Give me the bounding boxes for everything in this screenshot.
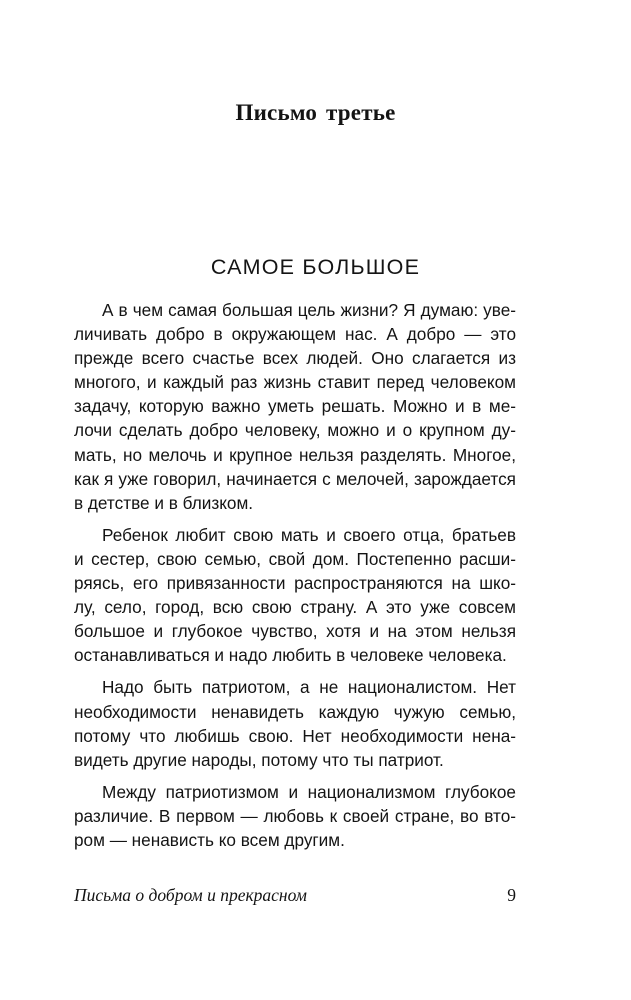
text-line: различие. В первом — любовь к своей стране, во вто- xyxy=(74,805,516,826)
text-line: ряясь, его привязанности распространяются на шко- xyxy=(74,573,516,594)
text-line: А в чем самая большая цель жизни? Я думаю: уве- xyxy=(102,300,516,320)
section-heading: САМОЕ БОЛЬШОЕ xyxy=(210,255,421,279)
text-line: потому что любишь свою. Нет необходимости нена- xyxy=(74,725,516,746)
text-line: и сестер, свою семью, свой дом. Постепенно расши- xyxy=(74,548,516,569)
text-line: прежде всего счастье всех людей. Оно слагается из xyxy=(74,348,516,369)
text-line: в детстве и в близком. xyxy=(74,492,254,513)
paragraph xyxy=(74,780,516,852)
paragraph xyxy=(74,298,516,515)
text-line: Надо быть патриотом, а не националистом. Нет xyxy=(102,677,516,698)
text-line: многого, и каждый раз жизнь ставит перед человеком xyxy=(74,372,516,393)
text-line: останавливаться и надо любить в человеке человека. xyxy=(74,645,507,666)
text-line: Между патриотизмом и национализмом глубокое xyxy=(102,781,516,802)
text-line: большое и глубокое чувство, хотя и на этом нельзя xyxy=(74,621,516,642)
letter-title: Письмо третье xyxy=(235,100,396,125)
text-line: лу, село, город, всю свою страну. А это уже совсем xyxy=(74,597,516,618)
text-line: видеть другие народы, потому что ты патриот. xyxy=(74,749,444,770)
running-footer-title: Письма о добром и прекрасном xyxy=(74,885,307,905)
text-line: личивать добро в окружающем нас. А добро — это xyxy=(74,324,516,345)
text-line: ром — ненависть ко всем другим. xyxy=(74,829,345,850)
text-line: задачу, которую важно уметь решать. Можно и в ме- xyxy=(74,396,516,417)
body-text xyxy=(74,298,516,860)
page-number: 9 xyxy=(507,885,516,905)
text-line: лочи сделать добро человеку, можно и о крупном ду- xyxy=(74,420,516,441)
paragraph xyxy=(74,523,516,668)
text-line: как я уже говорил, начинается с мелочей, зарождается xyxy=(74,468,516,489)
paragraph xyxy=(74,675,516,771)
text-line: мать, но мелочь и крупное нельзя разделять. Многое, xyxy=(74,444,516,465)
text-line: Ребенок любит свою мать и своего отца, братьев xyxy=(102,524,516,545)
text-line: необходимости ненавидеть каждую чужую семью, xyxy=(74,701,516,722)
